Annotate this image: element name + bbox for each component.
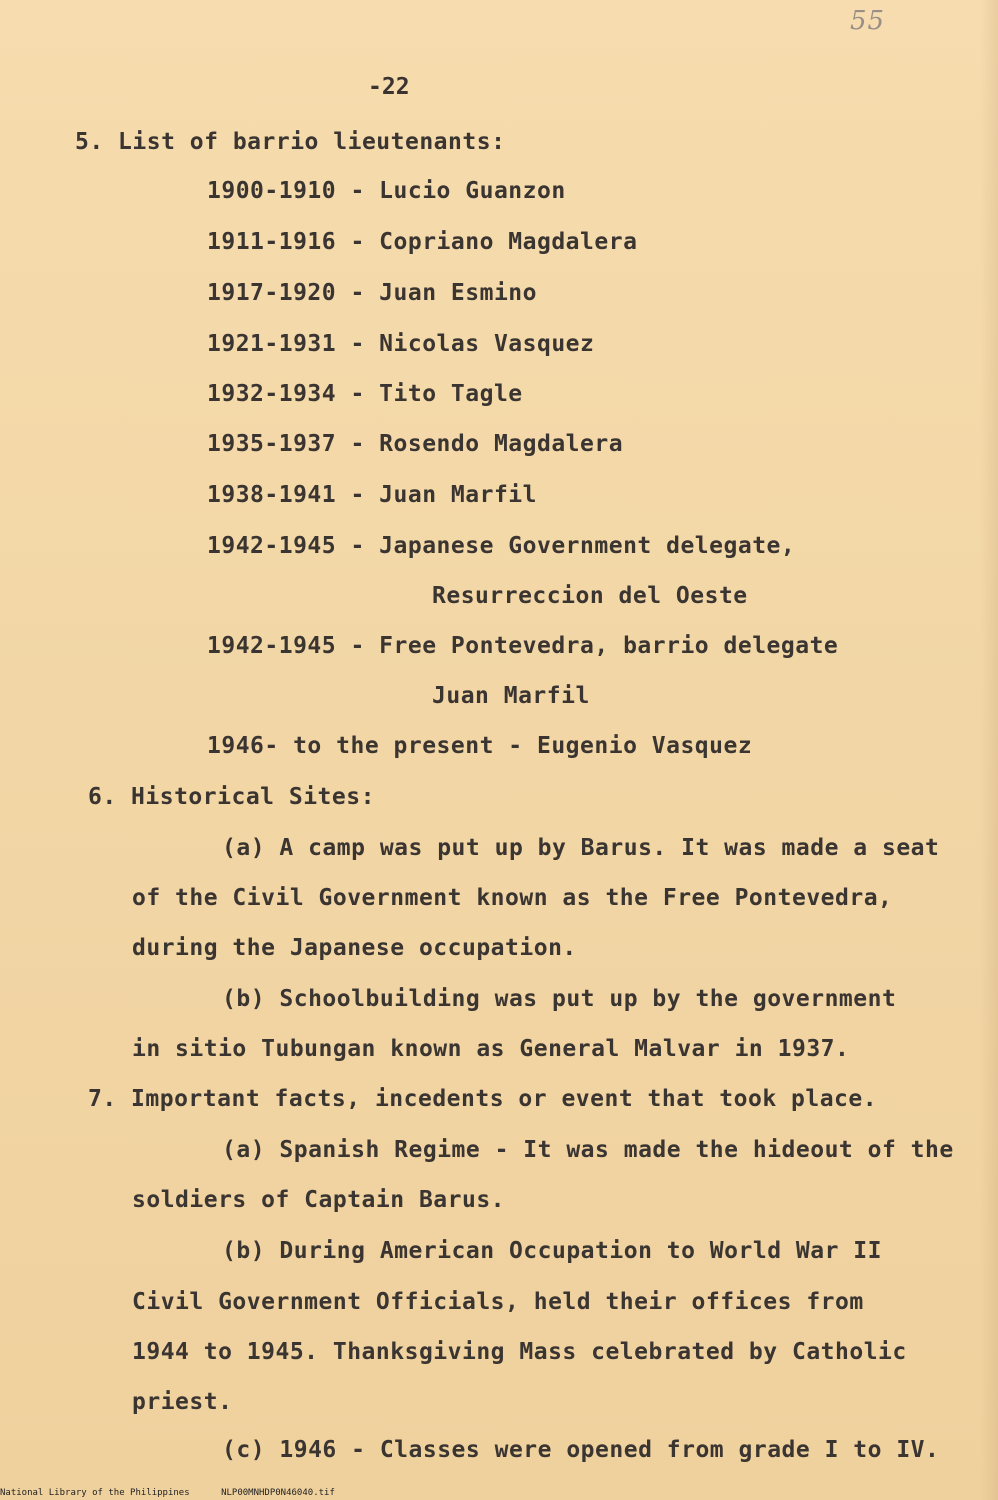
lieutenant-entry: 1900-1910 - Lucio Guanzon — [207, 178, 566, 204]
paragraph-line: during the Japanese occupation. — [132, 935, 577, 961]
page-number: -22 — [368, 74, 410, 100]
lieutenant-entry: 1942-1945 - Japanese Government delegate, — [207, 533, 796, 559]
paragraph-line: (c) 1946 - Classes were opened from grade I to IV. — [222, 1437, 940, 1463]
section-7-heading: 7. Important facts, incedents or event that took place. — [88, 1086, 878, 1112]
footer-file-id: NLP00MNHDP0N46040.tif — [221, 1488, 335, 1498]
lieutenant-entry: 1932-1934 - Tito Tagle — [207, 381, 523, 407]
footer-library: National Library of the Philippines — [0, 1488, 190, 1498]
lieutenant-entry: 1921-1931 - Nicolas Vasquez — [207, 331, 595, 357]
lieutenant-entry-continued: Resurreccion del Oeste — [432, 583, 748, 609]
lieutenant-entry: 1917-1920 - Juan Esmino — [207, 280, 537, 306]
paragraph-line: soldiers of Captain Barus. — [132, 1187, 506, 1213]
handwritten-annotation: 55 — [850, 6, 886, 36]
scan-footer — [0, 1488, 998, 1498]
paragraph-line: of the Civil Government known as the Free Pontevedra, — [132, 885, 893, 911]
paragraph-line: Civil Government Officials, held their offices from — [132, 1289, 864, 1315]
section-6-heading: 6. Historical Sites: — [88, 784, 375, 810]
paragraph-line: priest. — [132, 1389, 233, 1415]
lieutenant-entry: 1942-1945 - Free Pontevedra, barrio delegate — [207, 633, 839, 659]
paragraph-line: (a) Spanish Regime - It was made the hideout of the — [222, 1137, 954, 1163]
lieutenant-entry-continued: Juan Marfil — [432, 683, 590, 709]
lieutenant-entry: 1938-1941 - Juan Marfil — [207, 482, 537, 508]
paragraph-line: (b) During American Occupation to World War II — [222, 1238, 882, 1264]
paragraph-line: (a) A camp was put up by Barus. It was made a seat — [222, 835, 940, 861]
section-5-heading: 5. List of barrio lieutenants: — [75, 129, 506, 155]
paragraph-line: (b) Schoolbuilding was put up by the government — [222, 986, 897, 1012]
lieutenant-entry: 1946- to the present - Eugenio Vasquez — [207, 733, 753, 759]
lieutenant-entry: 1911-1916 - Copriano Magdalera — [207, 229, 638, 255]
paragraph-line: 1944 to 1945. Thanksgiving Mass celebrated by Catholic — [132, 1339, 907, 1365]
lieutenant-entry: 1935-1937 - Rosendo Magdalera — [207, 431, 624, 457]
paragraph-line: in sitio Tubungan known as General Malvar in 1937. — [132, 1036, 850, 1062]
